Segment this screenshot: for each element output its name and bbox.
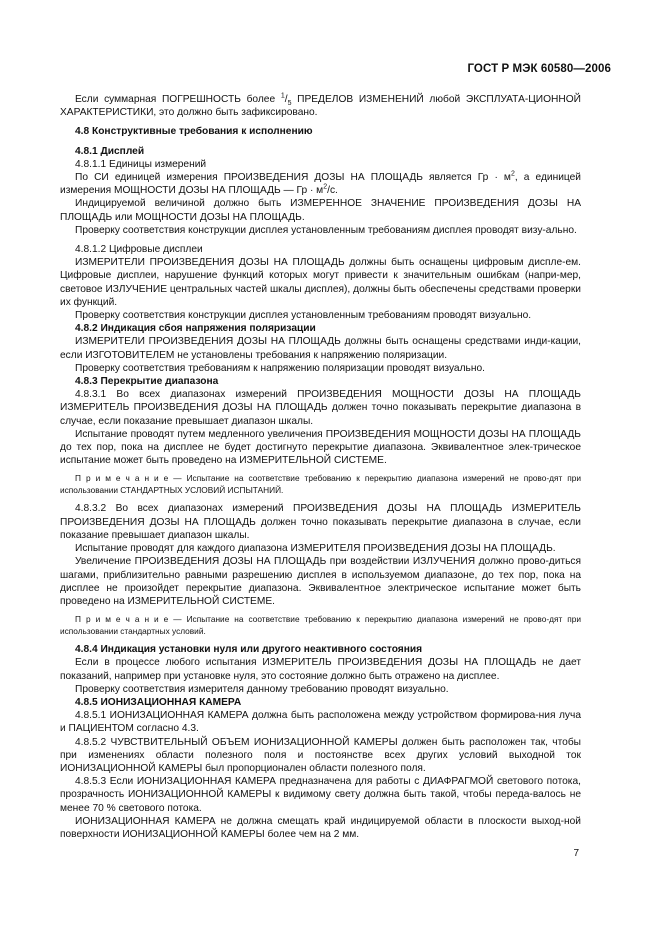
paragraph: ИОНИЗАЦИОННАЯ КАМЕРА не должна смещать край индицируемой области в плоскости выход-ной поверхности ИОНИЗАЦИОННОЙ КАМЕРЫ более чем на 2 мм. [60,815,581,840]
paragraph: 4.8.5.3 Если ИОНИЗАЦИОННАЯ КАМЕРА предназначена для работы с ДИАФРАГМОЙ светового потока, прозрачность ИОНИЗАЦИОННОЙ КАМЕРЫ к видимому свету должна быть такой, чтобы переда-валось не менее 70 % светового потока. [60,776,581,814]
superscript: 2 [323,183,328,191]
paragraph: Индицируемой величиной должно быть ИЗМЕРЕННОЕ ЗНАЧЕНИЕ ПРОИЗВЕДЕНИЯ ДОЗЫ НА ПЛОЩАДЬ или МОЩНОСТИ ДОЗЫ НА ПЛОЩАДЬ. [60,198,581,223]
fraction-numerator: 1 [280,92,285,100]
paragraph: 4.8.5.1 ИОНИЗАЦИОННАЯ КАМЕРА должна быть расположена между устройством формирова-ния луча и ПАЦИЕНТОМ согласно 4.3. [60,710,581,735]
fraction-denominator: 5 [287,100,292,108]
paragraph: Испытание проводят путем медленного увеличения ПРОИЗВЕДЕНИЯ МОЩНОСТИ ДОЗЫ НА ПЛОЩАДЬ до тех пор, пока на дисплее не будет достигнуто перекрытие диапазона. Эквивалентное элек-трическое испытание может быть проведено на ИЗМЕРИТЕЛЬНОЙ СИСТЕМЕ. [60,428,581,467]
page-number: 7 [573,848,579,859]
note: П р и м е ч а н и е — Испытание на соответствие требованию к перекрытию диапазона измерений не прово-дят при использовании стандартных условий. [60,614,581,636]
superscript: 2 [510,170,515,178]
section-heading-4-8-4: 4.8.4 Индикация установки нуля или другого неактивного состояния [75,644,423,656]
subsection-title-4-8-1-1: 4.8.1.1 Единицы измерений [75,158,207,170]
paragraph: Если суммарная ПОГРЕШНОСТЬ более $^1/_5$ ПРЕДЕЛОВ ИЗМЕНЕНИЙ любой ЭКСПЛУАТА-ЦИОННОЙ ХАРАКТЕРИСТИКИ, это должно быть зафиксировано. [60,92,581,119]
paragraph: Проверку соответствия измерителя данному требованию проводят визуально. [75,683,449,695]
section-heading-4-8-5: 4.8.5 ИОНИЗАЦИОННАЯ КАМЕРА [75,696,242,708]
section-heading-4-8-2: 4.8.2 Индикация сбоя напряжения поляризации [75,323,316,335]
subsection-title-4-8-1-2: 4.8.1.2 Цифровые дисплеи [75,244,203,256]
paragraph: Испытание проводят для каждого диапазона ИЗМЕРИТЕЛЯ ПРОИЗВЕДЕНИЯ ДОЗЫ НА ПЛОЩАДЬ. [75,543,556,555]
paragraph: ИЗМЕРИТЕЛИ ПРОИЗВЕДЕНИЯ ДОЗЫ НА ПЛОЩАДЬ должны быть оснащены цифровым диспле-ем. Цифровые дисплеи, нарушение функций которых могут привести к значительным ошибкам (напри-мер, световое ИЗЛУЧЕНИЕ центральных частей шкалы дисплея), должны быть обеспечены средствами проверки их функций. [60,257,581,308]
section-heading-4-8-3: 4.8.3 Перекрытие диапазона [75,376,219,388]
note: П р и м е ч а н и е — Испытание на соответствие требованию к перекрытию диапазона измерений не прово-дят при использовании СТАНДАРТНЫХ УСЛОВИЙ ИСПЫТАНИЙ. [60,473,581,495]
paragraph: ИЗМЕРИТЕЛИ ПРОИЗВЕДЕНИЯ ДОЗЫ НА ПЛОЩАДЬ должны быть оснащены средствами инди-кации, если ИЗГОТОВИТЕЛЕМ не установлены требования к напряжению поляризации. [60,336,581,361]
paragraph: Проверку соответствия конструкции дисплея установленным требованиям проводят визуально. [75,310,532,322]
section-heading-4-8-1: 4.8.1 Дисплей [75,145,145,157]
paragraph: По СИ единицей измерения ПРОИЗВЕДЕНИЯ ДОЗЫ НА ПЛОЩАДЬ является Гр · $м^2$, а единицей измерения МОЩНОСТИ ДОЗЫ НА ПЛОЩАДЬ — Гр · $м^2/с$. [60,170,581,197]
paragraph: Проверку соответствия конструкции дисплея установленным требованиям дисплея проводят визу-ально. [75,224,577,236]
paragraph: Проверку соответствия требованиям к напряжению поляризации проводят визуально. [75,362,485,374]
paragraph: 4.8.3.1 Во всех диапазонах измерений ПРОИЗВЕДЕНИЯ МОЩНОСТИ ДОЗЫ НА ПЛОЩАДЬ ИЗМЕРИТЕЛЬ ПРОИЗВЕДЕНИЯ ДОЗЫ НА ПЛОЩАДЬ должен точно показывать перекрытие диапазона в случае, если показание превышает диапазон шкалы. [60,389,581,427]
document-body [60,93,581,841]
paragraph: 4.8.3.2 Во всех диапазонах измерений ПРОИЗВЕДЕНИЯ ДОЗЫ НА ПЛОЩАДЬ ИЗМЕРИТЕЛЬ ПРОИЗВЕДЕНИЯ ДОЗЫ НА ПЛОЩАДЬ должен точно показывать перекрытие диапазона в случае, если показание превышает диапазон шкалы. [60,503,581,541]
paragraph: Увеличение ПРОИЗВЕДЕНИЯ ДОЗЫ НА ПЛОЩАДЬ при воздействии ИЗЛУЧЕНИЯ должно прово-диться шагами, приблизительно равными разрешению дисплея в используемом диапазоне, до тех пор, пока на дисплее не произойдет перекрытие диапазона. Эквивалентное электрическое испытание может быть проведено на ИЗМЕРИТЕЛЬНОЙ СИСТЕМЕ. [60,556,581,607]
paragraph: Если в процессе любого испытания ИЗМЕРИТЕЛЬ ПРОИЗВЕДЕНИЯ ДОЗЫ НА ПЛОЩАДЬ не дает показаний, например при установке нуля, это состояние должно быть отражено на дисплее. [60,657,581,682]
section-heading-4-8: 4.8 Конструктивные требования к исполнению [75,126,313,138]
paragraph: 4.8.5.2 ЧУВСТВИТЕЛЬНЫЙ ОБЪЕМ ИОНИЗАЦИОННОЙ КАМЕРЫ должен быть расположен так, чтобы при изменениях области полезного поля и постоянстве всех других условий выходной ток ИОНИЗАЦИОННОЙ КАМЕРЫ был пропорционален области полезного поля. [60,736,581,774]
fraction-slash: / [284,94,288,105]
standard-header: ГОСТ Р МЭК 60580—2006 [467,63,611,75]
